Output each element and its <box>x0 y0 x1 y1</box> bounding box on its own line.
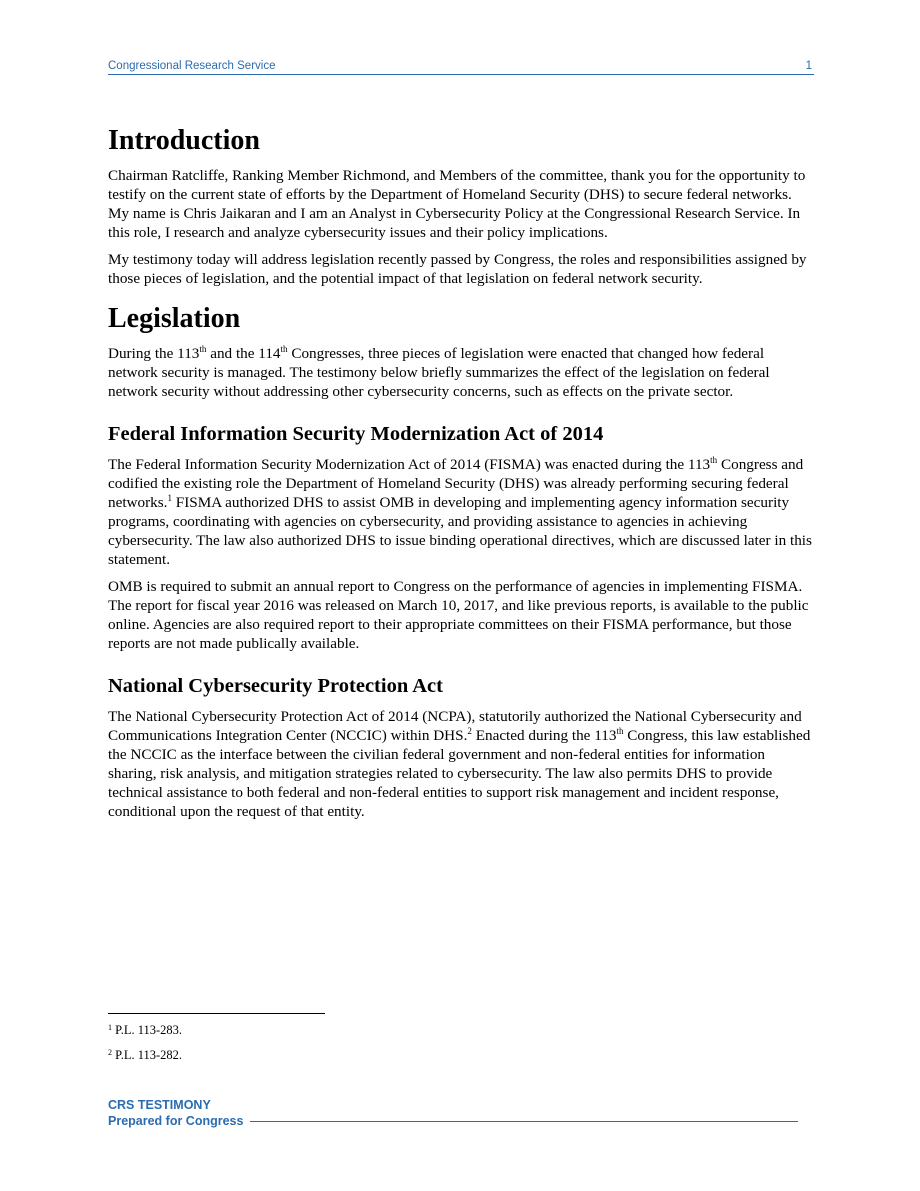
ordinal-suffix: th <box>280 344 288 354</box>
text-run: The National Cybersecurity Protection Act of 2014 (NCPA), statutorily authorized the National Cybersecurity and Communications Integration Center (NCCIC) within DHS. <box>108 708 802 744</box>
text-run: FISMA authorized DHS to assist OMB in developing and implementing agency information security programs, coordinating with agencies on cybersecurity, and providing assistance to agencies in achieving cybersecurity. The law also authorized DHS to issue binding operational directives, which are discussed later in this statement. <box>108 494 812 568</box>
footnote-number: 1 <box>108 1023 112 1032</box>
heading-legislation: Legislation <box>108 303 241 334</box>
text-run: During the 113 <box>108 345 200 362</box>
footer-line-2-text: Prepared for Congress <box>108 1114 244 1128</box>
running-header <box>108 58 814 75</box>
footnote-number: 2 <box>108 1048 112 1057</box>
footer-rule <box>250 1121 798 1122</box>
footnote-reference-1[interactable]: 1 <box>167 493 172 503</box>
text-run: Congress and codified the existing role the Department of Homeland Security (DHS) was already performing securing federal networks. <box>108 456 804 511</box>
intro-paragraph-1: Chairman Ratcliffe, Ranking Member Richmond, and Members of the committee, thank you for the opportunity to testify on the current state of efforts by the Department of Homeland Security (DHS) to secure federal networks. My name is Chris Jaikaran and I am an Analyst in Cybersecurity Policy at the Congressional Research Service. In this role, I research and analyze cybersecurity issues and their policy implications. <box>108 167 806 241</box>
footer-line-1: CRS TESTIMONY <box>108 1098 211 1112</box>
intro-paragraph-2: My testimony today will address legislation recently passed by Congress, the roles and responsibilities assigned by those pieces of legislation, and the potential impact of that legislation on federal network security. <box>108 251 807 287</box>
footnote-2 <box>108 1047 814 1063</box>
document-body <box>108 124 814 829</box>
header-title: Congressional Research Service <box>108 60 276 72</box>
fisma-paragraph-2: OMB is required to submit an annual report to Congress on the performance of agencies in implementing FISMA. The report for fiscal year 2016 was released on March 10, 2017, and like previous reports, is available to the public online. Agencies are also required report to their appropriate committees on their FISMA performance, but those reports are not made publically available. <box>108 578 809 652</box>
footnote-1 <box>108 1022 814 1038</box>
heading-ncpa: National Cybersecurity Protection Act <box>108 675 443 697</box>
ordinal-suffix: th <box>710 455 718 465</box>
text-run: The Federal Information Security Modernization Act of 2014 (FISMA) was enacted during the 113 <box>108 456 711 473</box>
text-run: Congress, this law established the NCCIC as the interface between the civilian federal government and non-federal entities for information sharing, risk analysis, and mitigation strategies related to cybersecurity. The law also permits DHS to provide technical assistance to both federal and non-federal entities to support risk management and incident response, conditional upon the request of that entity. <box>108 727 811 820</box>
footnotes <box>108 1022 814 1072</box>
ncpa-paragraph-1 <box>108 707 814 821</box>
footnote-text: P.L. 113-282. <box>112 1048 183 1062</box>
text-run: and the 114 <box>206 345 281 362</box>
ordinal-suffix: th <box>616 726 624 736</box>
text-run: Congresses, three pieces of legislation were enacted that changed how federal network security is managed. The testimony below briefly summarizes the effect of the legislation on federal network security without addressing other cybersecurity concerns, such as effects on the private sector. <box>108 345 770 400</box>
footer-line-2 <box>108 1113 798 1129</box>
footnote-text: P.L. 113-283. <box>112 1023 183 1037</box>
heading-introduction: Introduction <box>108 125 260 156</box>
footer-brand <box>108 1097 798 1129</box>
ordinal-suffix: th <box>199 344 207 354</box>
heading-fisma: Federal Information Security Modernization Act of 2014 <box>108 423 604 445</box>
text-run: Enacted during the 113 <box>471 727 617 744</box>
footnote-separator <box>108 1013 325 1014</box>
fisma-paragraph-1 <box>108 455 814 569</box>
legislation-paragraph-1 <box>108 344 814 401</box>
page-number: 1 <box>805 60 812 72</box>
footnote-reference-2[interactable]: 2 <box>467 726 472 736</box>
